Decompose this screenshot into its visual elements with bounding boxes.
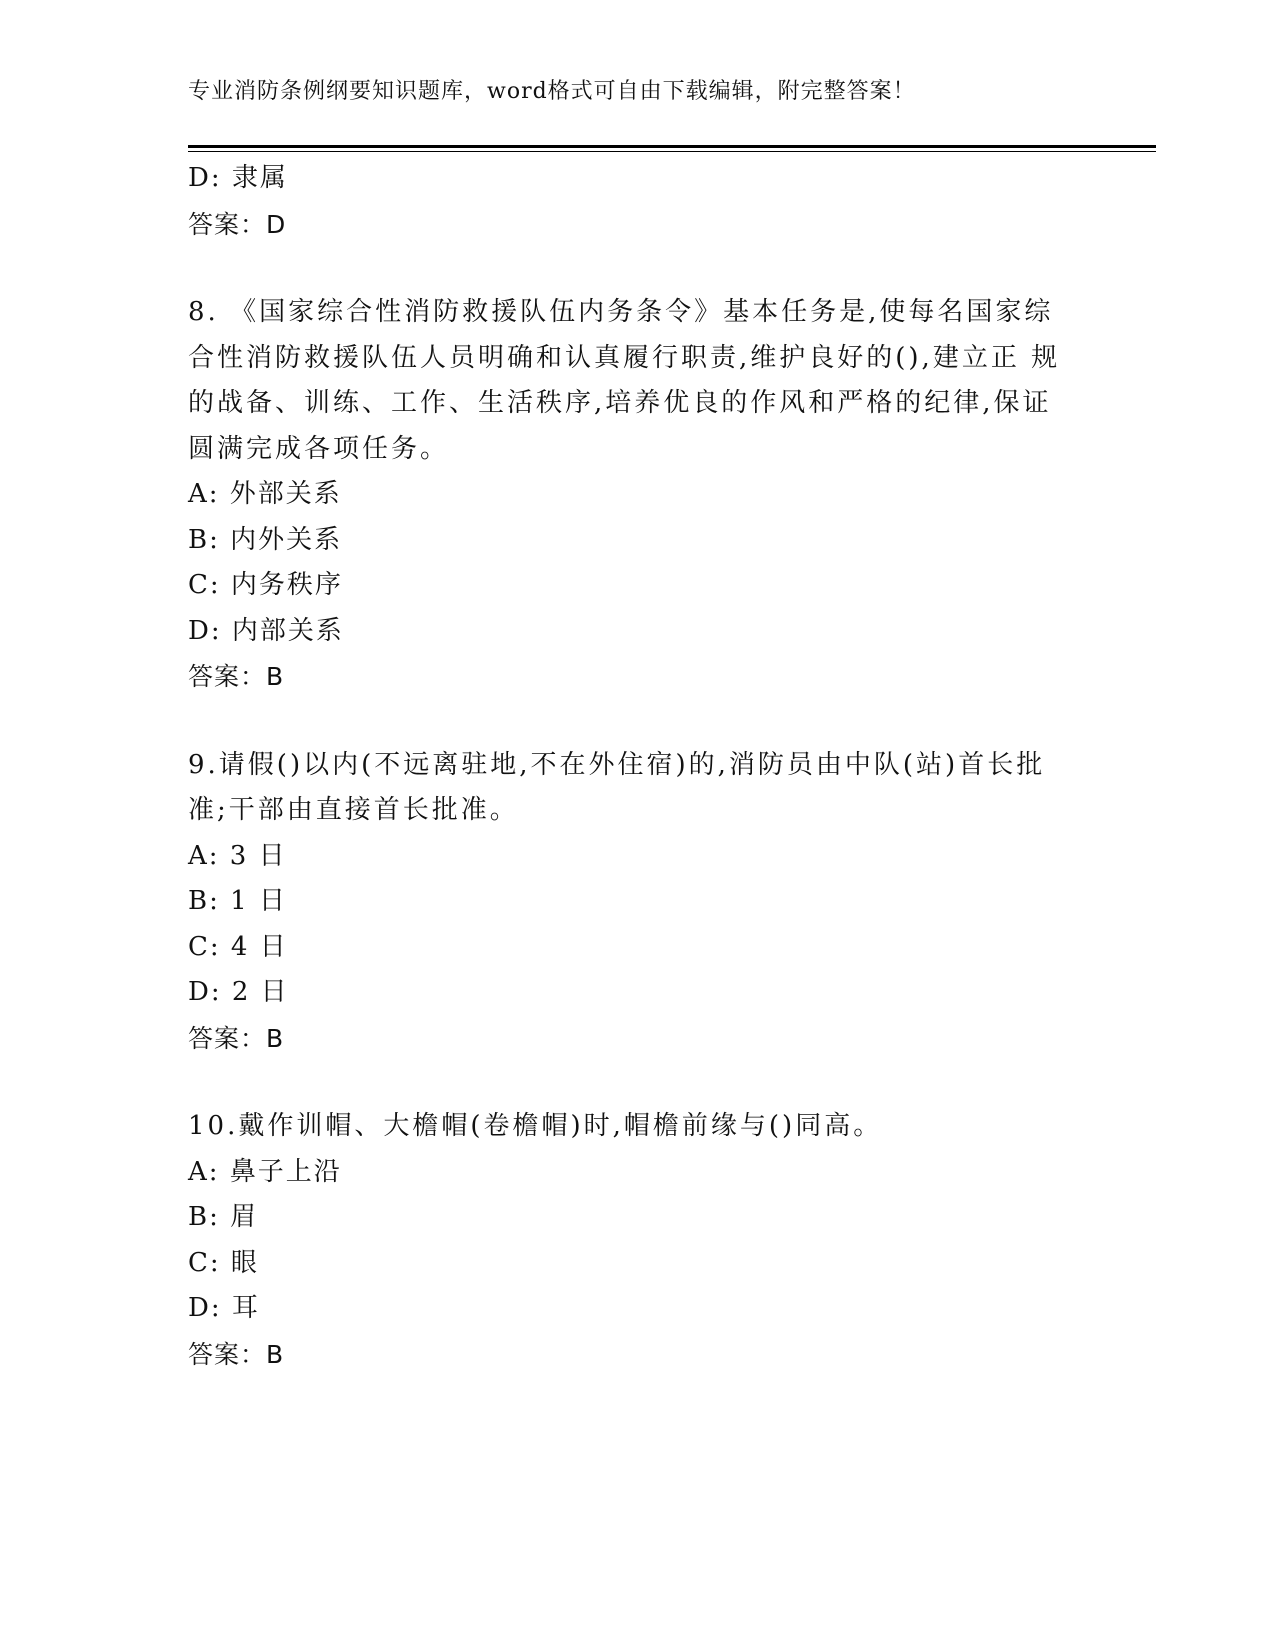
question-line: 准;干部由直接首长批准。 (188, 795, 519, 825)
question-line: 的战备、训练、工作、生活秩序,培养优良的作风和严格的纪律,保证 (188, 388, 1052, 418)
question-9-text (188, 743, 1088, 834)
option-c: C: 4 日 (188, 931, 288, 962)
option-a: A: 鼻子上沿 (188, 1156, 342, 1187)
answer: 答案：D (188, 209, 287, 239)
option-a: A: 3 日 (188, 840, 287, 871)
question-line: 合性消防救援队伍人员明确和认真履行职责,维护良好的(),建立正 规 (188, 342, 1061, 373)
option-c: C: 内务秩序 (188, 570, 343, 600)
header-rule-thin (188, 151, 1156, 152)
option-c: C: 眼 (188, 1247, 259, 1278)
option-a: A: 外部关系 (188, 479, 342, 509)
answer: 答案：B (188, 1339, 285, 1369)
header-rule-thick (188, 145, 1156, 148)
question-8-text (188, 290, 1088, 472)
option-b: B: 1 日 (188, 886, 287, 916)
page-header: 专业消防条例纲要知识题库，word格式可自由下载编辑，附完整答案！ (188, 79, 916, 104)
option-b: B: 内外关系 (188, 524, 343, 555)
question-line: 8. 《国家综合性消防救援队伍内务条令》基本任务是,使每名国家综 (188, 297, 1054, 327)
option-d: D: 隶属 (188, 163, 288, 193)
option-b: B: 眉 (188, 1202, 259, 1232)
answer: 答案：B (188, 662, 285, 691)
question-line: 10.戴作训帽、大檐帽(卷檐帽)时,帽檐前缘与()同高。 (188, 1111, 883, 1141)
answer: 答案：B (188, 1023, 285, 1053)
question-line: 圆满完成各项任务。 (188, 433, 450, 464)
question-line: 9.请假()以内(不远离驻地,不在外住宿)的,消防员由中队(站)首长批 (188, 749, 1046, 780)
option-d: D: 内部关系 (188, 615, 344, 646)
option-d: D: 耳 (188, 1293, 260, 1323)
option-d: D: 2 日 (188, 977, 289, 1007)
question-10-text (188, 1104, 1088, 1150)
question-list (188, 156, 1088, 1377)
